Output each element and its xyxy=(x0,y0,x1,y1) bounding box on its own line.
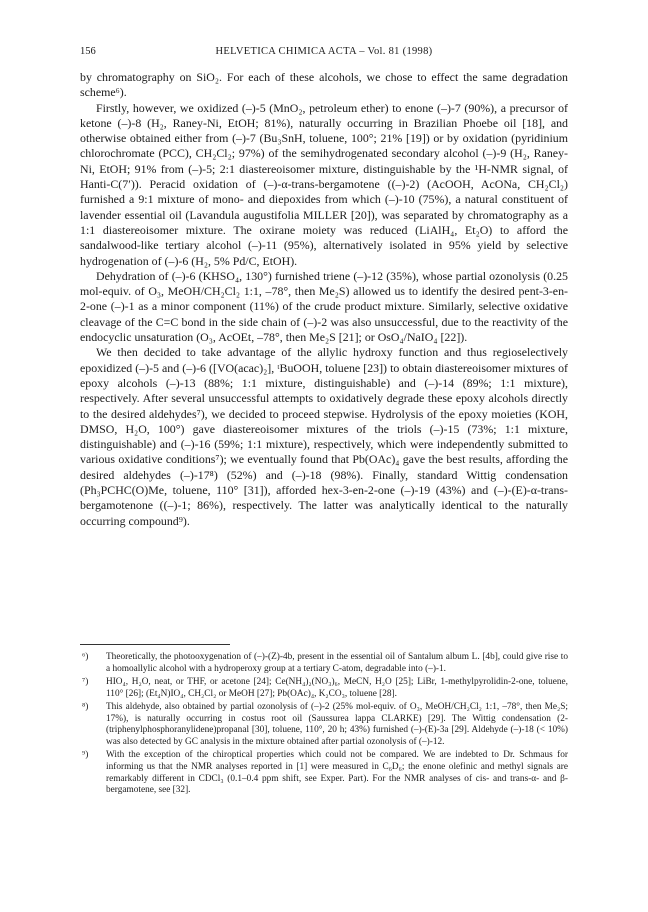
paragraph: by chromatography on SiO₂. For each of these alcohols, we chose to effect the same degradation scheme⁶). xyxy=(80,70,568,100)
page-number: 156 xyxy=(80,46,96,57)
paragraph: Dehydration of (–)-6 (KHSO₄, 130°) furnished triene (–)-12 (35%), whose partial ozonolysis (0.25 mol-equiv. of O₃, MeOH/CH₂Cl₂ 1:1, –78°, then Me₂S) allowed us to identify the desired pent-3-en-2-one (–)-1 as a minor component (11%) of the crude product mixture. Similarly, selective oxidative cleavage of the C=C bond in the side chain of (–)-2 was also unsuccessful, due to the reactivity of the endocyclic unsaturation (O₃, AcOEt, –78°, then Me₂S [21]; or OsO₄/NaIO₄ [22]). xyxy=(80,268,568,345)
footnote-marker: ⁹) xyxy=(82,750,89,761)
footnote xyxy=(80,750,568,797)
footnote-marker: ⁷) xyxy=(82,676,89,687)
footnote-text: Theoretically, the photooxygenation of (–)-(Z)-4b, present in the essential oil of Santalum album L. [4b], could give rise to a homoallylic alcohol with a hydroperoxy group at a tertiary C-atom, degradable into (–)-1. xyxy=(106,652,568,674)
paragraph: We then decided to take advantage of the allylic hydroxy function and thus regioselectively epoxidized (–)-5 and (–)-6 ([VO(acac)₂], ᵗBuOOH, toluene [23]) to obtain diastereoisomer mixtures of epoxy alcohols (–)-13 (88%; 1:1 mixture, distinguishable) and (–)-14 (89%; 1:1 mixture), respectively. After several unsuccessful attempts to oxidatively degrade these epoxy alcohols directly to the desired aldehydes⁷), we decided to proceed stepwise. Hydrolysis of the epoxy moieties (KOH, DMSO, H₂O, 100°) gave diastereoisomer mixtures of the triols (–)-15 (73%; 1:1 mixture, distinguishable) and (–)-16 (59%; 1:1 mixture), respectively, which were independently submitted to various oxidative conditions⁷); we eventually found that Pb(OAc)₄ gave the best results, affording the desired aldehydes (–)-17⁸) (52%) and (–)-18 (98%). Finally, standard Wittig condensation (Ph₃PCHC(O)Me, toluene, 110° [31]), afforded hex-3-en-2-one (–)-19 (43%) and (–)-(E)-α-trans-bergamotenone ((–)-1; 86%), respectively. The latter was analytically identical to the naturally occurring compound⁹). xyxy=(80,345,568,528)
footnote-text: With the exception of the chiroptical properties which could not be compared. We are indebted to Dr. Schmaus for informing us that the NMR analyses reported in [1] were measured in C₆D₆; the enone olefinic and methyl signals are remarkably different in CDCl₃ (0.1–0.4 ppm shift, see Exper. Part). For the NMR analyses of cis- and trans-α- and β-bergamotene, see [32]. xyxy=(106,750,568,796)
footnotes xyxy=(80,652,568,798)
footnote xyxy=(80,677,568,700)
running-header xyxy=(80,46,568,62)
footnote xyxy=(80,702,568,749)
footnote-marker: ⁶) xyxy=(82,652,89,662)
journal-title: HELVETICA CHIMICA ACTA – Vol. 81 (1998) xyxy=(215,46,433,57)
footnote xyxy=(80,652,568,675)
footnote-marker: ⁸) xyxy=(82,701,89,712)
footnote-text: This aldehyde, also obtained by partial ozonolysis of (–)-2 (25% mol-equiv. of O₃, MeOH/CH₂Cl₂ 1:1, –78°, then Me₂S; 17%), is naturally occurring in costus root oil (Saussurea lappa CLARKE) [29]. The Wittig condensation (2-(triphenylphosphoranylidene)propanal [30], toluene, 110°, 20 h; 43%) furnished (–)-(E)-3a [29]. Aldehyde (–)-18 (< 10%) was also detected by GC analysis in the mixture obtained after partial ozonolysis of (–)-12. xyxy=(106,701,568,747)
main-text xyxy=(80,70,568,529)
paragraph: Firstly, however, we oxidized (–)-5 (MnO₂, petroleum ether) to enone (–)-7 (90%), a precursor of ketone (–)-8 (H₂, Raney-Ni, EtOH; 81%), naturally occurring in Brazilian Phoebe oil [18], and otherwise obtained either from (–)-7 (Bu₃SnH, toluene, 100°; 21% [19]) or by oxidation (pyridinium chlorochromate (PCC), CH₂Cl₂; 97%) of the semihydrogenated secondary alcohol (–)-9 (H₂, Raney-Ni, EtOH; 91% from (–)-5; 2:1 diastereoisomer mixture, distinguishable by the ¹H-NMR signal, of Hanti-C(7′)). Peracid oxidation of (–)-α-trans-bergamotene ((–)-2) (AcOOH, AcONa, CH₂Cl₂) furnished a 9:1 mixture of mono- and diepoxides from which (–)-10 (75%), a natural constituent of lavender essential oil (Lavandula augustifolia MILLER [20]), was separated by chromatography as a 1:1 diastereoisomer mixture. The oxirane moiety was reduced (LiAlH₄, Et₂O) to afford the sandalwood-like tertiary alcohol (–)-11 (95%), alternatively isolated in 95% yield by selective hydrogenation of (–)-6 (H₂, 5% Pd/C, EtOH). xyxy=(80,100,568,268)
footnote-separator xyxy=(80,644,230,645)
footnote-text: HIO₄, H₂O, neat, or THF, or acetone [24]; Ce(NH₄)₂(NO₃)₆, MeCN, H₂O [25]; LiBr, 1-methylpyrolidin-2-one, toluene, 110° [26]; (Et₄N)IO₄, CH₂Cl₂ or MeOH [27]; Pb(OAc)₄, K₂CO₃, toluene [28]. xyxy=(106,676,568,699)
